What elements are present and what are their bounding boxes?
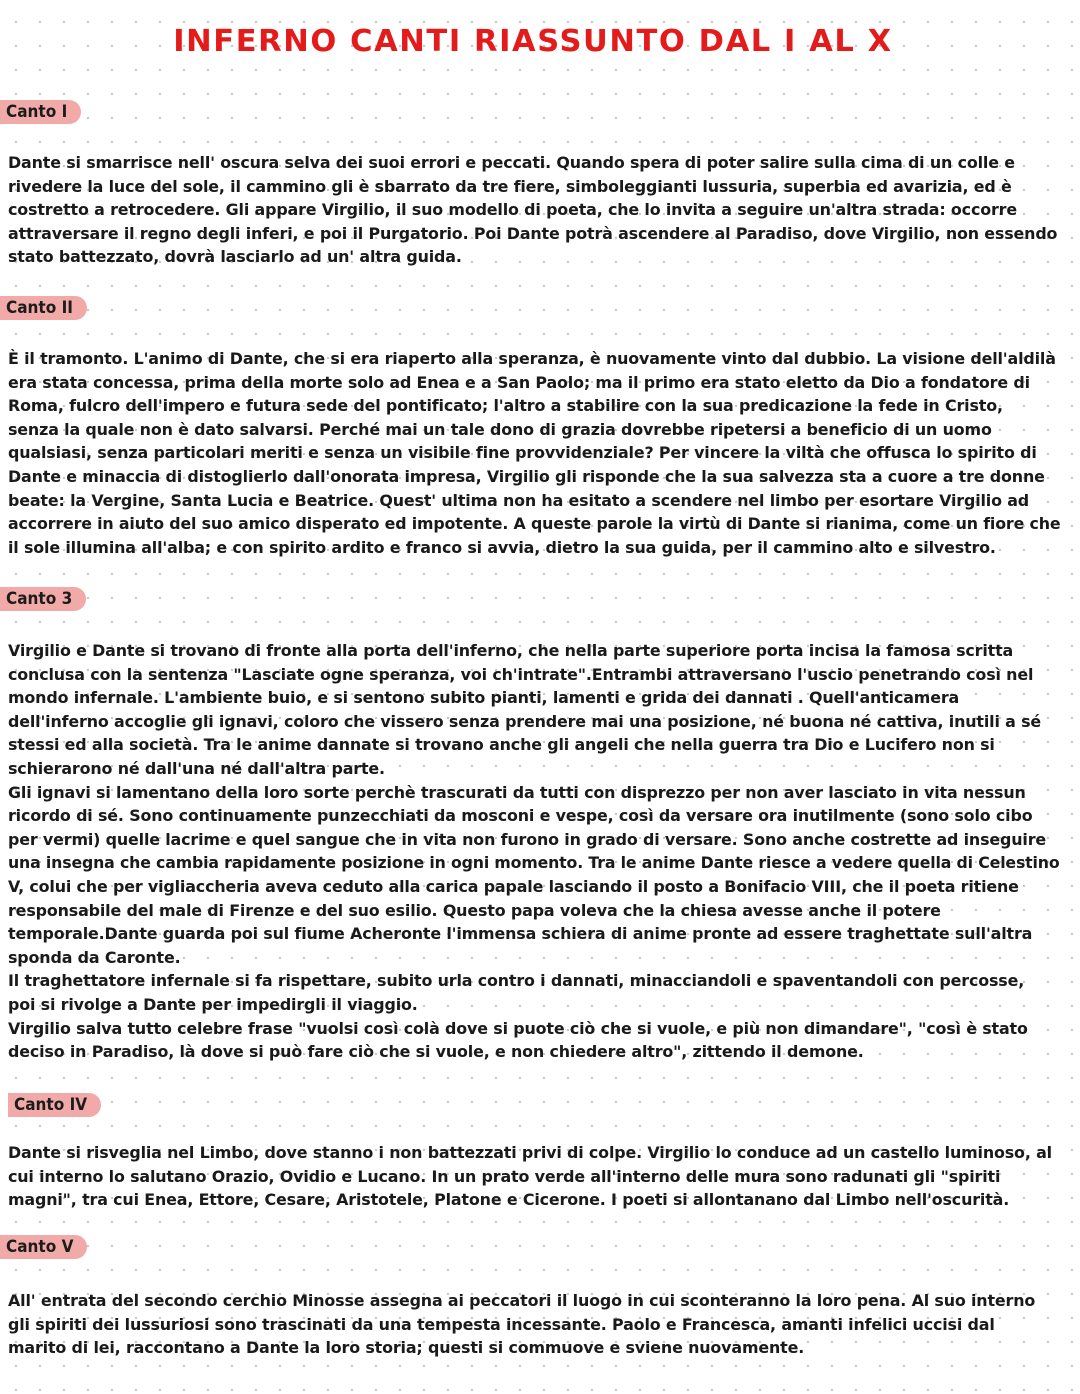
text-line: rivedere la luce del sole, il cammino gli è sbarrato da tre fiere, simboleggianti lussuria, superbia ed avarizia, ed è bbox=[8, 176, 1012, 196]
section-body-canto-5 bbox=[8, 1289, 1060, 1360]
section-body-canto-4 bbox=[8, 1141, 1060, 1212]
text-line: stato battezzato, dovrà lasciarlo ad un' altra guida. bbox=[8, 247, 462, 267]
text-line: sponda da Caronte. bbox=[8, 947, 181, 967]
text-line: il sole illumina all'alba; e con spirito ardito e franco si avvia, dietro la sua guida, per il cammino alto e silvestro. bbox=[8, 537, 996, 557]
text-line: schierarono né dall'una né dall'altra parte. bbox=[8, 758, 385, 778]
text-line: ricordo di sé. Sono continuamente punzecchiati da mosconi e vespe, così da versare ora inutilmente (sono solo cibo bbox=[8, 806, 1033, 826]
text-line: poi si rivolge a Dante per impedirgli il viaggio. bbox=[8, 994, 418, 1014]
text-line: deciso in Paradiso, là dove si può fare ciò che si vuole, e non chiedere altro", zittendo il demone. bbox=[8, 1042, 864, 1062]
text-line: Virgilio salva tutto celebre frase "vuolsi così colà dove si puote ciò che si vuole, e più non dimandare", "così è stato bbox=[8, 1018, 1028, 1038]
text-line: È il tramonto. L'animo di Dante, che si era riaperto alla speranza, è nuovamente vinto dal dubbio. La visione dell'aldilà bbox=[8, 349, 1056, 368]
section-body-canto-3 bbox=[8, 639, 1060, 1064]
text-line: Gli ignavi si lamentano della loro sorte perchè trascurati da tutti con disprezzo per non aver lasciato in vita nessun bbox=[8, 782, 1026, 802]
text-line: responsabile del male di Firenze e del suo esilio. Questo papa voleva che la chiesa avesse anche il potere bbox=[8, 900, 941, 920]
text-line: Il traghettatore infernale si fa rispettare, subito urla contro i dannati, minacciandoli e spaventandoli con percosse, bbox=[8, 971, 1025, 991]
text-line: stessi ed alla società. Tra le anime dannate si trovano anche gli angeli che nella guerra tra Dio e Lucifero non si bbox=[8, 735, 995, 755]
text-line: Roma, fulcro dell'impero e futura sede del pontificato; l'altro a stabilire con la sua predicazione la fede in Cristo, bbox=[8, 396, 1003, 416]
text-line: beate: la Vergine, Santa Lucia e Beatrice. Quest' ultima non ha esitato a scendere nel limbo per esortare Virgilio ad bbox=[8, 490, 1030, 510]
text-line: accorrere in aiuto del suo amico disperato ed impotente. A queste parole la virtù di Dante si rianima, come un fiore che bbox=[8, 514, 1061, 534]
text-line: Dante si smarrisce nell' oscura selva dei suoi errori e peccati. Quando spera di poter salire sulla cima di un colle e bbox=[8, 153, 1015, 172]
text-line: Virgilio e Dante si trovano di fronte alla porta dell'inferno, che nella parte superiore porta incisa la famosa scritta bbox=[8, 641, 1014, 660]
text-line: per vermi) quelle lacrime e quel sangue che in vita non furono in grado di versare. Sono anche costrette ad inseguire bbox=[8, 829, 1047, 849]
text-line: una insegna che cambia rapidamente posizione in ogni momento. Tra le anime Dante riesce a vedere quella di Celestino bbox=[8, 853, 1060, 873]
text-line: attraversare il regno degli inferi, e poi il Purgatorio. Poi Dante potrà ascendere al Paradiso, dove Virgilio, non essendo bbox=[8, 223, 1058, 243]
section-body-canto-2 bbox=[8, 347, 1060, 559]
text-line: cui interno lo salutano Orazio, Ovidio e Lucano. In un prato verde all'interno delle mura sono radunati gli "spiriti bbox=[8, 1166, 1001, 1186]
section-body-canto-1 bbox=[8, 151, 1060, 269]
text-line: Dante e minaccia di distoglierlo dall'onorata impresa, Virgilio gli risponde che la sua salvezza sta a cuore a tre donne bbox=[8, 466, 1045, 486]
text-line: costretto a retrocedere. Gli appare Virgilio, il suo modello di poeta, che lo invita a seguire un'altra strada: occorre bbox=[8, 200, 1017, 220]
text-line: era stata concessa, prima della morte solo ad Enea e a San Paolo; ma il primo era stato eletto da Dio a fondatore di bbox=[8, 372, 1030, 392]
text-line: temporale.Dante guarda poi sul fiume Acheronte l'immensa schiera di anime pronte ad essere traghettate sull'altra bbox=[8, 924, 1033, 944]
text-line: dell'inferno accoglie gli ignavi, coloro che vissero senza prendere mai una posizione, né buona né cattiva, inutili a sé bbox=[8, 711, 1042, 731]
text-line: magni", tra cui Enea, Ettore, Cesare, Aristotele, Platone e Cicerone. I poeti si allontanano dal Limbo nell'oscurità. bbox=[8, 1190, 1010, 1210]
text-line: marito di lei, raccontano a Dante la loro storia; questi si commuove e sviene nuovamente. bbox=[8, 1338, 805, 1358]
text-line: mondo infernale. L'ambiente buio, e si sentono subito pianti, lamenti e grida dei dannati . Quell'anticamera bbox=[8, 688, 960, 708]
text-line: gli spiriti dei lussuriosi sono trascinati da una tempesta incessante. Paolo e Francesca, amanti infelici uccisi dal bbox=[8, 1314, 995, 1334]
section-heading-canto-1: Canto I bbox=[0, 100, 81, 124]
text-line: conclusa con la sentenza "Lasciate ogne speranza, voi ch'intrate".Entrambi attraversano l'uscio penetrando così nel bbox=[8, 664, 1034, 684]
section-heading-canto-2: Canto II bbox=[0, 296, 87, 320]
text-line: All' entrata del secondo cerchio Minosse assegna ai peccatori il luogo in cui sconteranno la loro pena. Al suo interno bbox=[8, 1291, 1036, 1310]
text-line: senza la quale non è dato salvarsi. Perché mai un tale dono di grazia dovrebbe ripetersi a beneficio di un uomo bbox=[8, 419, 992, 439]
section-heading-canto-4: Canto IV bbox=[8, 1093, 101, 1117]
text-line: V, colui che per vigliaccheria aveva ceduto alla carica papale lasciando il posto a Bonifacio VIII, che il poeta ritiene bbox=[8, 876, 1019, 896]
text-line: Dante si risveglia nel Limbo, dove stanno i non battezzati privi di colpe. Virgilio lo conduce ad un castello luminoso, al bbox=[8, 1143, 1052, 1162]
section-heading-canto-5: Canto V bbox=[0, 1235, 87, 1259]
page-title: INFERNO CANTI RIASSUNTO DAL I AL X bbox=[173, 24, 893, 59]
text-line: qualsiasi, senza particolari meriti e senza un visibile fine provvidenziale? Per vincere la viltà che offusca lo spirito di bbox=[8, 443, 1037, 463]
section-heading-canto-3: Canto 3 bbox=[0, 587, 86, 611]
